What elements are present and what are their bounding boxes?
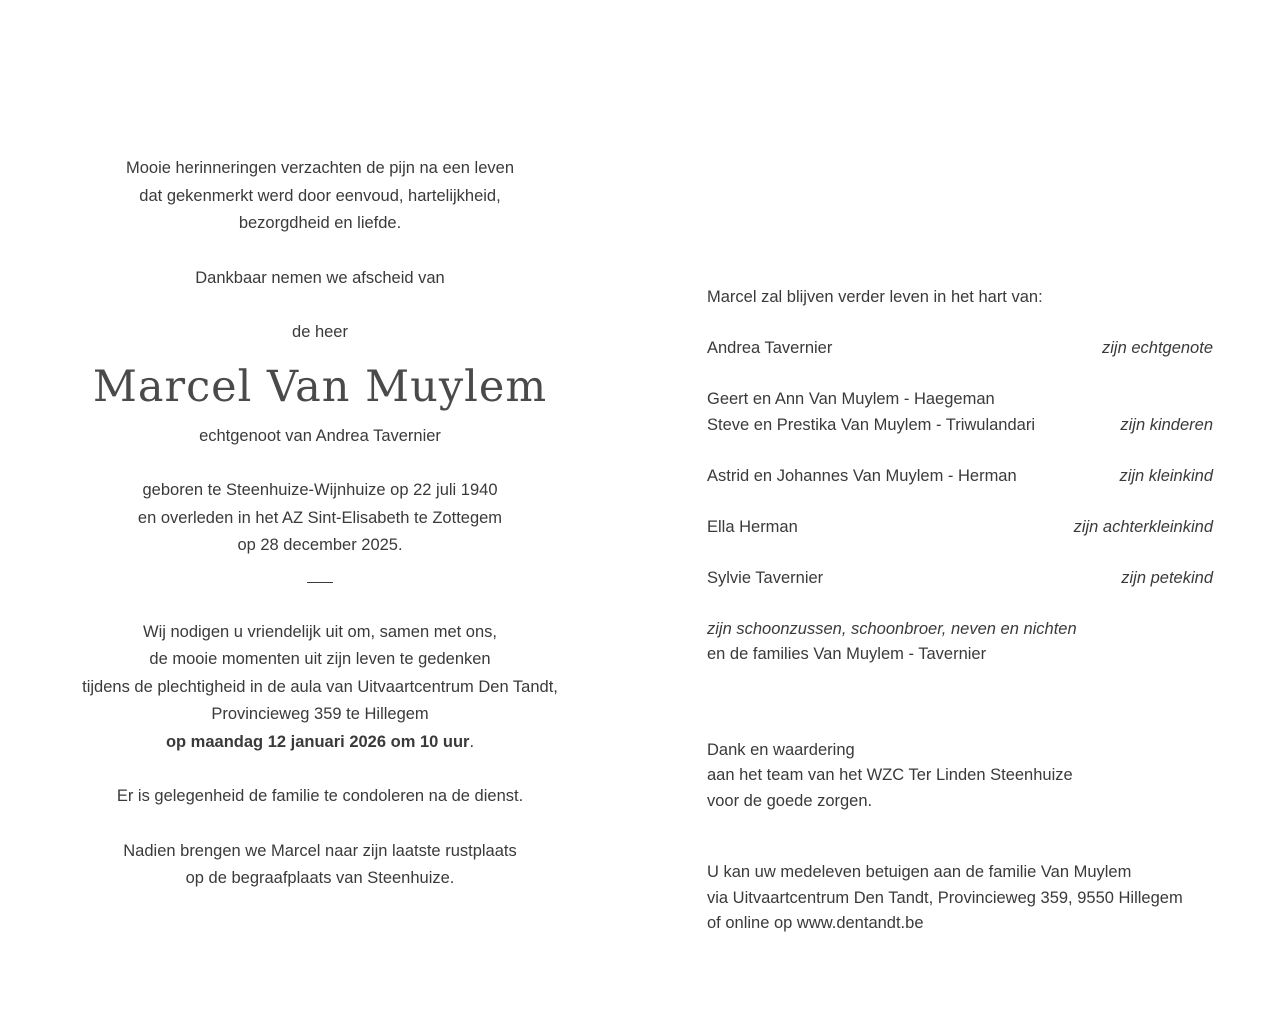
family-entry xyxy=(707,566,1213,592)
burial-line: op de begraafplaats van Steenhuize. xyxy=(185,869,455,887)
family-entry xyxy=(707,515,1213,541)
intro-verse xyxy=(40,155,600,238)
intro-line: Mooie herinneringen verzachten de pijn na een leven xyxy=(125,159,515,177)
contact-website-line: of online op www.dentandt.be xyxy=(707,914,924,932)
divider xyxy=(307,582,333,583)
left-column xyxy=(40,155,600,893)
contact-line: via Uitvaartcentrum Den Tandt, Provincieweg 359, 9550 Hillegem xyxy=(707,888,1183,907)
right-column xyxy=(707,285,1213,937)
invitation-line: Wij nodigen u vriendelijk uit om, samen met ons, xyxy=(143,622,497,641)
ceremony-date-line xyxy=(40,729,600,757)
family-relation: zijn petekind xyxy=(1121,568,1213,587)
invitation-line: tijdens de plechtigheid in de aula van Uitvaartcentrum Den Tandt, xyxy=(82,677,558,696)
thanks-line: aan het team van het WZC Ter Linden Steenhuize xyxy=(707,766,1073,784)
family-entry xyxy=(707,464,1213,490)
family-entry xyxy=(707,336,1213,362)
contact-line: U kan uw medeleven betuigen aan de familie Van Muylem xyxy=(707,863,1132,881)
honorific: de heer xyxy=(292,323,348,341)
death-line: en overleden in het AZ Sint-Elisabeth te Zottegem xyxy=(137,508,503,527)
thanks-line: Dank en waardering xyxy=(707,740,855,759)
contact-block xyxy=(707,860,1213,937)
thanks-line: voor de goede zorgen. xyxy=(707,791,873,810)
family-entry xyxy=(707,387,1213,438)
family-names: Sylvie Tavernier xyxy=(707,568,824,587)
family-names: Steve en Prestika Van Muylem - Triwulandari xyxy=(707,415,1035,434)
family-names: Astrid en Johannes Van Muylem - Herman xyxy=(707,466,1017,485)
invitation-block xyxy=(40,619,600,757)
death-date-line: op 28 december 2025. xyxy=(237,536,403,554)
family-relation: zijn echtgenote xyxy=(1102,339,1213,357)
birth-death-block xyxy=(40,477,600,560)
thanks-block xyxy=(707,738,1213,815)
family-heading: Marcel zal blijven verder leven in het hart van: xyxy=(707,288,1043,306)
condolence-text: Er is gelegenheid de familie te condoleren na de dienst. xyxy=(116,787,524,805)
family-relation: zijn kleinkind xyxy=(1119,466,1213,485)
birth-line: geboren te Steenhuize-Wijnhuize op 22 juli 1940 xyxy=(142,481,498,499)
ceremony-date: op maandag 12 januari 2026 om 10 uur xyxy=(165,732,470,751)
invitation-line: Provincieweg 359 te Hillegem xyxy=(211,705,429,723)
intro-line: bezorgdheid en liefde. xyxy=(238,214,402,232)
spouse-line: echtgenoot van Andrea Tavernier xyxy=(199,426,441,445)
farewell-text: Dankbaar nemen we afscheid van xyxy=(195,268,445,287)
family-names: Geert en Ann Van Muylem - Haegeman xyxy=(707,390,995,408)
burial-line: Nadien brengen we Marcel naar zijn laatste rustplaats xyxy=(123,841,517,860)
extended-family-italic: zijn schoonzussen, schoonbroer, neven en nichten xyxy=(707,619,1077,638)
family-names: Andrea Tavernier xyxy=(707,339,833,357)
extended-family: en de families Van Muylem - Tavernier xyxy=(707,645,987,663)
family-relation: zijn kinderen xyxy=(1120,415,1213,434)
family-names: Ella Herman xyxy=(707,517,798,536)
burial-block xyxy=(40,838,600,893)
intro-line: dat gekenmerkt werd door eenvoud, hartelijkheid, xyxy=(139,186,501,205)
deceased-name: Marcel Van Muylem xyxy=(92,361,548,412)
ceremony-date-suffix: . xyxy=(469,732,475,751)
invitation-line: de mooie momenten uit zijn leven te gedenken xyxy=(149,650,491,668)
family-relation: zijn achterkleinkind xyxy=(1073,517,1213,536)
